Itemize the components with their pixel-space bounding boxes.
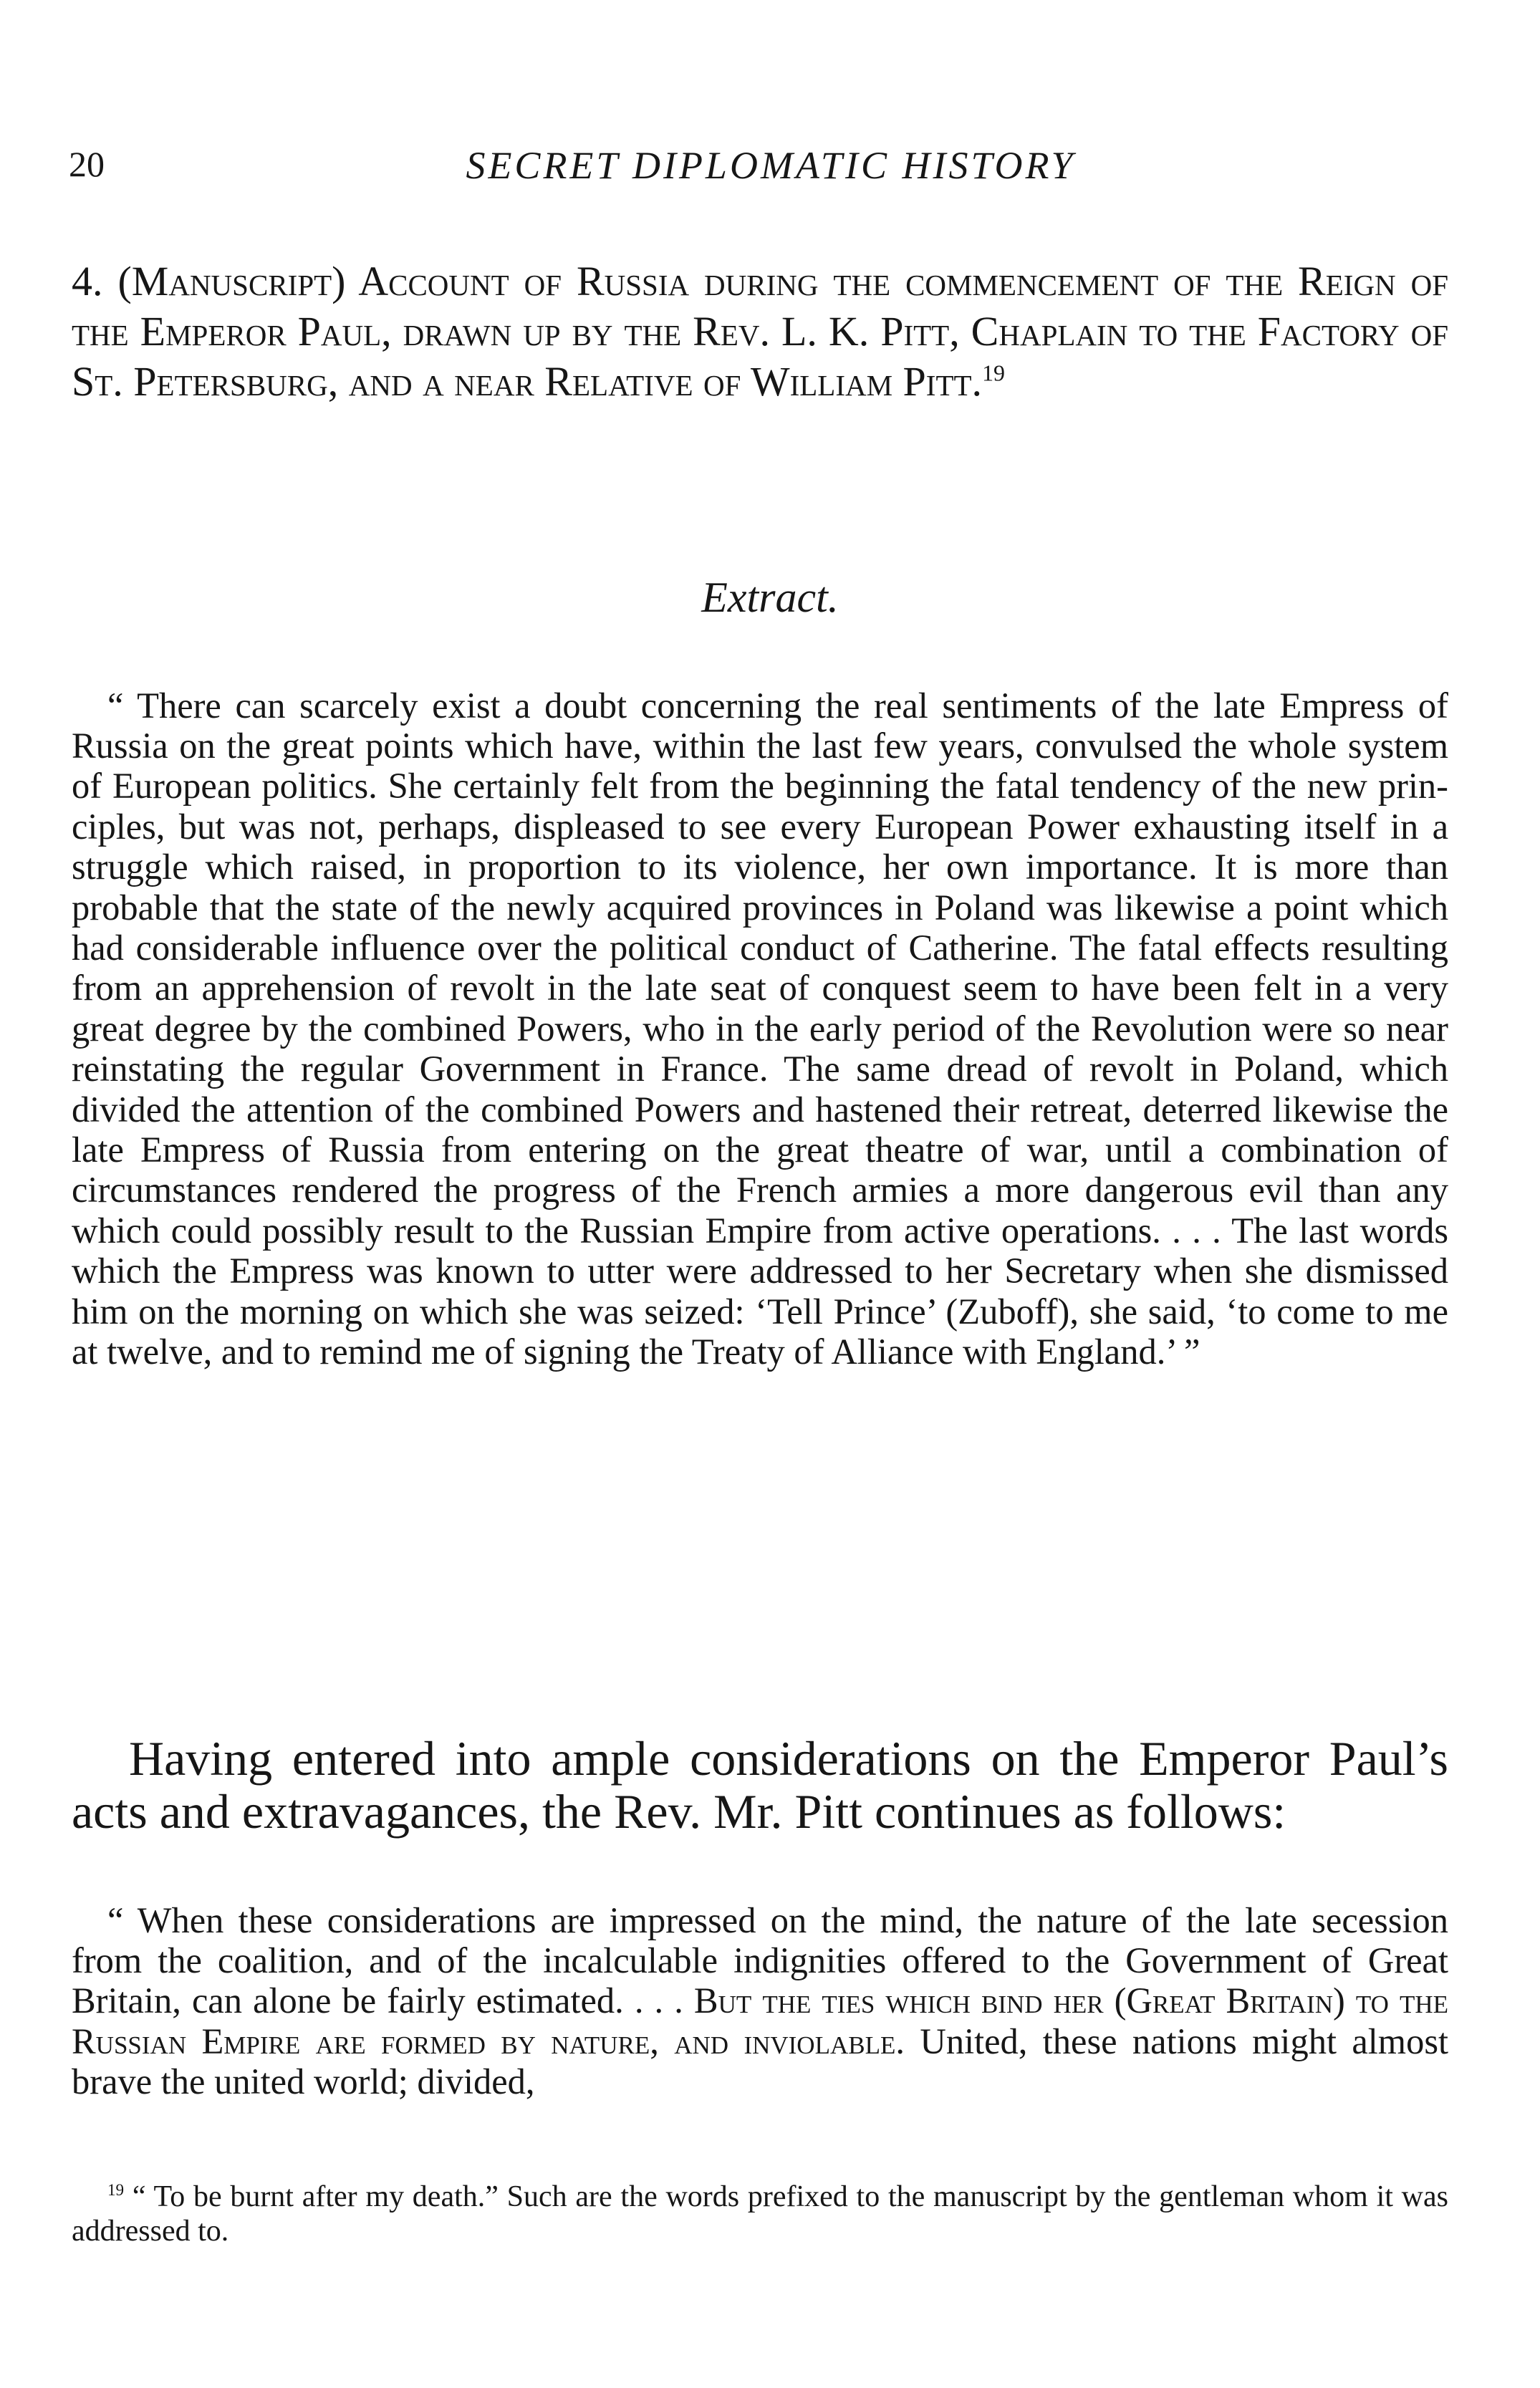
- footnote-reference: 19: [982, 360, 1005, 386]
- running-head: SECRET DIPLOMATIC HISTORY: [466, 144, 1076, 187]
- page-header: [69, 143, 1473, 193]
- section-heading: [72, 256, 1448, 407]
- section-heading-text: (Manuscript) Account of Russia during the commencement of the Reign of the Emperor Paul, drawn up by the Rev. L. K. Pitt, Chaplain to the Factory of St. Petersburg, and a near Relative of William Pitt.: [72, 258, 1449, 405]
- extract-paragraph: “ There can scarcely exist a doubt concerning the real sentiments of the late Empress of Russia on the great points which have, within the last few years, convulsed the whole system of European politics. She certainly felt from the beginning the fatal tendency of the new principles, but was not, perhaps, displeased to see every European Power exhausting itself in a struggle which raised, in proportion to its violence, her own importance. It is more than probable that the state of the newly acquired provinces in Poland was likewise a point which had considerable influence over the political conduct of Catherine. The fatal effects resulting from an apprehension of revolt in the late seat of conquest seem to have been felt in a very great degree by the combined Powers, who in the early period of the Revolution were so near reinstating the regular Government in France. The same dread of revolt in Poland, which divided the attention of the combined Powers and hastened their retreat, deterred likewise the late Empress of Russia from entering on the great theatre of war, until a combination of circumstances rendered the progress of the French armies a more dangerous evil than any which could possibly result to the Russian Empire from active operations. . . . The last words which the Empress was known to utter were addressed to her Secretary when she dismissed him on the morning on which she was seized: ‘Tell Prince’ (Zuboff), she said, ‘to come to me at twelve, and to remind me of signing the Treaty of Alliance with England.’ ”: [72, 685, 1448, 1372]
- extract-subtitle: Extract.: [701, 574, 839, 621]
- quoted-paragraph: [72, 1900, 1448, 2102]
- footnote-number: 19: [107, 2180, 125, 2199]
- section-number: 4.: [72, 258, 103, 304]
- narrative-paragraph: Having entered into ample considerations on the Emperor Paul’s acts and extravagances, the Rev. Mr. Pitt continues as follows:: [72, 1731, 1448, 1839]
- footnote: [72, 2180, 1448, 2248]
- quoted-paragraph-end: United, these nations might almost brave the united world; divided,: [72, 2021, 1449, 2102]
- page-number: 20: [69, 144, 105, 184]
- quoted-paragraph-start: “ When these considerations are impressed on the mind, the nature of the late secession from the coalition, and of the incalculable indignities offered to the Government of Great Britain, can alone be fairly estimated. . . .: [72, 1900, 1448, 2021]
- quoted-paragraph-emphasis: But the ties which bind her (Great Britain) to the Russian Empire are formed by nature, and inviolable.: [72, 1980, 1448, 2061]
- footnote-text: “ To be burnt after my death.” Such are the words prefixed to the manuscript by the gentleman whom it was addressed to.: [72, 2180, 1448, 2248]
